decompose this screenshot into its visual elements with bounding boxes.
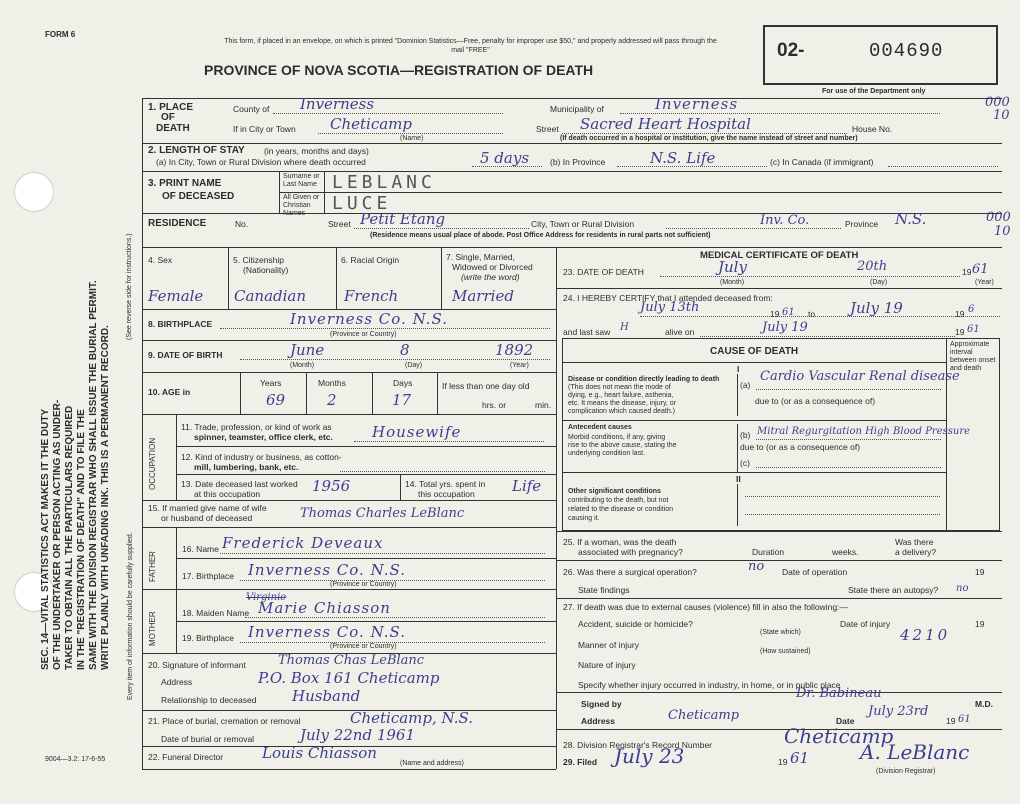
rule [142, 372, 556, 373]
death-year-value: 61 [972, 262, 989, 277]
municipality-value: Inverness [655, 95, 739, 113]
residence-province-label: Province [845, 219, 879, 229]
year-caption: (Year) [975, 279, 994, 286]
surname-label: Surname or Last Name [283, 173, 320, 188]
relationship-label: Relationship to deceased [161, 695, 257, 705]
stay-province-value: N.S. Life [650, 149, 716, 167]
residence-number-label: No. [235, 219, 249, 229]
accident-label: Accident, suicide or homicide? [578, 619, 693, 629]
print-name-label: 3. PRINT NAME [148, 178, 222, 189]
last-saw-label: and last saw [563, 327, 611, 337]
county-line [273, 113, 503, 114]
rule [142, 171, 1002, 172]
form-title: PROVINCE OF NOVA SCOTIA—REGISTRATION OF DEATH [204, 62, 594, 78]
physician-date-value: July 23rd [868, 704, 929, 719]
sex-value: Female [148, 287, 204, 305]
mother-maiden-value: Marie Chiasson [258, 599, 391, 617]
total-years-value: Life [512, 477, 542, 495]
department-code: 10 [994, 224, 1011, 239]
cause-b-marker: (b) [740, 430, 751, 440]
last-saw-value: H [620, 322, 629, 333]
residence-city-label: City, Town or Rural Division [531, 219, 635, 229]
hospital-note: (If death occurred in a hospital or institution, give the name instead of street and number) [560, 135, 858, 142]
physician-signature: Dr. Babineau [796, 686, 882, 701]
department-code: 10 [993, 108, 1010, 123]
marital-status-label: (write the word) [461, 272, 520, 282]
registration-number: 004690 [869, 40, 944, 62]
other-conditions-label: Other significant conditions [568, 488, 661, 495]
physician-date-label: Date [836, 716, 855, 726]
residence-city-value: Inv. Co. [760, 213, 810, 228]
nineteen-prefix: 19 [955, 309, 965, 319]
birth-month-value: June [290, 341, 325, 359]
department-code: 000 [986, 210, 1011, 225]
division-registrar-caption: (Division Registrar) [876, 768, 936, 775]
other-conditions-label: contributing to the death, but not [568, 497, 669, 504]
nineteen-prefix: 19 [975, 567, 985, 577]
nationality-label: (Nationality) [243, 265, 289, 275]
form-number: FORM 6 [45, 30, 76, 39]
rule [142, 500, 556, 501]
racial-origin-label: 6. Racial Origin [341, 255, 400, 265]
mother-maiden-label: 18. Maiden Name [182, 608, 250, 618]
injury-code-value: 4210 [900, 626, 951, 644]
place-of-death-label: 1. PLACE [148, 102, 194, 113]
rule [556, 692, 1002, 693]
province-country-caption: (Province or Country) [330, 331, 397, 338]
hours-caption: hrs. or [482, 400, 507, 410]
other-conditions-line [745, 496, 940, 497]
sex-label: 4. Sex [148, 255, 173, 265]
father-name-line [220, 553, 545, 554]
stay-canada-label: (c) In Canada (if immigrant) [770, 157, 874, 167]
weeks-label: weeks. [832, 547, 859, 557]
name-address-caption: (Name and address) [400, 760, 464, 767]
alive-on-label: alive on [665, 327, 695, 337]
rule [142, 527, 556, 528]
rule [556, 598, 1002, 599]
citizenship-label: 5. Citizenship [233, 255, 285, 265]
mother-maiden-line [245, 617, 545, 618]
birthplace-label: 8. BIRTHPLACE [148, 319, 213, 329]
part-two-label: II [736, 474, 741, 484]
stay-city-value: 5 days [480, 149, 530, 167]
mother-birthplace-label: 19. Birthplace [182, 633, 234, 643]
registration-prefix: 02- [777, 40, 805, 61]
filed-date-value: July 23 [614, 744, 685, 768]
rule [176, 621, 556, 622]
instructions-note: (See reverse side for instructions.) [126, 233, 133, 340]
birthplace-value: Inverness Co. N.S. [290, 310, 449, 328]
marital-status-label: Widowed or Divorced [452, 262, 533, 272]
autopsy-value: no [956, 583, 969, 594]
pregnancy-label: associated with pregnancy? [578, 547, 683, 557]
mother-birthplace-value: Inverness Co. N.S. [248, 623, 407, 641]
to-label: to [808, 309, 816, 319]
spouse-label: or husband of deceased [161, 513, 253, 523]
antecedent-label: underlying condition last. [568, 450, 646, 457]
column-divider [240, 372, 241, 414]
rule [176, 474, 556, 475]
antecedent-label: Morbid conditions, if any, giving [568, 434, 666, 441]
birth-day-value: 8 [400, 341, 410, 359]
cause-c-line [756, 467, 941, 468]
part-one-label: I [737, 364, 740, 374]
certify-to-year: 6 [968, 304, 975, 315]
marital-status-label: 7. Single, Married, [446, 252, 515, 262]
other-conditions-label: related to the disease or condition [568, 506, 674, 513]
date-of-birth-line [240, 359, 550, 360]
funeral-director-value: Louis Chiasson [262, 744, 377, 762]
column-divider [306, 372, 307, 414]
disease-label: complication which caused death.) [568, 408, 676, 415]
rule [556, 560, 1002, 561]
signed-by-label: Signed by [581, 699, 622, 709]
rule [176, 558, 556, 559]
date-of-death-line [660, 276, 960, 277]
father-label: FATHER [148, 551, 157, 582]
mother-name-struck: Virginie [246, 592, 287, 603]
less-than-day-label: If less than one day old [442, 381, 530, 391]
manner-label: Manner of injury [578, 640, 639, 650]
spouse-value: Thomas Charles LeBlanc [300, 506, 465, 521]
trade-value: Housewife [372, 423, 462, 441]
residence-label: RESIDENCE [148, 218, 207, 229]
burial-date-label: Date of burial or removal [161, 734, 255, 744]
month-caption: (Month) [720, 279, 745, 286]
alive-on-line [700, 336, 955, 337]
age-label: 10. AGE in [148, 387, 191, 397]
informant-signature: Thomas Chas LeBlanc [278, 653, 425, 668]
informant-label: 20. Signature of informant [148, 660, 246, 670]
nineteen-prefix: 19 [975, 619, 985, 629]
year-caption: (Year) [510, 362, 529, 369]
city-label: If in City or Town [233, 124, 296, 134]
registrar-signature: A. LeBlanc [860, 740, 970, 764]
funeral-director-label: 22. Funeral Director [148, 752, 224, 762]
age-years-value: 69 [266, 391, 286, 409]
given-names-label: All Given or Christian Names [283, 194, 320, 217]
pregnancy-label: 25. If a woman, was the death [563, 537, 677, 547]
name-divider [324, 171, 325, 213]
form-left-border [142, 98, 143, 770]
spouse-label: 15. If married give name of wife [148, 503, 267, 513]
delivery-label: Was there [895, 537, 934, 547]
certify-line [640, 316, 1000, 317]
cause-bracket [737, 484, 738, 526]
day-caption: (Day) [405, 362, 423, 369]
alive-on-value: July 19 [762, 320, 808, 335]
stay-city-label: (a) In City, Town or Rural Division where death occurred [156, 157, 366, 167]
disease-label: Disease or condition directly leading to death [568, 376, 720, 383]
rule [142, 414, 556, 415]
column-divider [437, 372, 438, 414]
industry-label: 12. Kind of industry or business, as cotton- [181, 452, 342, 462]
nature-label: Nature of injury [578, 660, 636, 670]
total-years-label: this occupation [418, 489, 475, 499]
nineteen-prefix: 19 [946, 716, 956, 726]
residence-city-line [666, 228, 841, 229]
department-use-note: For use of the Department only [822, 88, 926, 95]
name-caption: (Name) [400, 135, 424, 142]
occupation-label: OCCUPATION [148, 437, 157, 490]
cause-a-marker: (a) [740, 380, 751, 390]
house-number-label: House No. [852, 124, 893, 134]
length-units: (in years, months and days) [264, 146, 369, 156]
other-conditions-line [745, 514, 940, 515]
rule [142, 769, 556, 770]
physician-address-value: Cheticamp [668, 708, 740, 723]
interval-caption: Approximate interval between onset and death [950, 341, 996, 372]
certify-from-year: 61 [782, 307, 795, 318]
column-divider [441, 247, 442, 309]
md-label: M.D. [975, 699, 993, 709]
residence-note: (Residence means usual place of abode. Post Office Address for residents in rural parts not sufficient) [370, 232, 711, 239]
external-causes-label: 27. If death was due to external causes (violence) fill in also the following:— [563, 602, 848, 612]
nineteen-prefix: 19 [778, 757, 788, 767]
rule [556, 288, 1002, 289]
province-country-caption: (Province or Country) [330, 643, 397, 650]
column-divider [372, 372, 373, 414]
rule [142, 340, 556, 341]
citizenship-value: Canadian [234, 287, 307, 305]
disease-label: dying, e.g., heart failure, asthenia, [568, 392, 674, 399]
burial-place-label: 21. Place of burial, cremation or removal [148, 716, 301, 726]
age-days-value: 17 [392, 391, 412, 409]
date-last-worked-label: 13. Date deceased last worked [181, 479, 298, 489]
record-number-value: Cheticamp [784, 724, 894, 748]
delivery-label: a delivery? [895, 547, 937, 557]
alive-on-year: 61 [967, 324, 980, 335]
trade-label: 11. Trade, profession, or kind of work as [181, 422, 332, 432]
cause-bracket [737, 424, 738, 472]
specify-label: Specify whether injury occurred in industry, in home, or in public place [578, 680, 841, 690]
street-line [562, 133, 847, 134]
print-code: 9004—3.2: 17-6-55 [45, 756, 106, 763]
certify-to-value: July 19 [850, 299, 903, 317]
punch-hole [14, 172, 54, 212]
information-note: Every item of information should be carefully supplied. [127, 532, 134, 700]
city-value: Cheticamp [330, 115, 413, 133]
trade-label: spinner, teamster, office clerk, etc. [194, 432, 333, 442]
occupation-divider [176, 414, 177, 500]
trade-line [354, 441, 544, 442]
column-divider [336, 247, 337, 309]
stay-canada-line [888, 166, 998, 167]
record-number-label: 28. Division Registrar's Record Number [563, 740, 713, 750]
father-name-value: Frederick Deveaux [222, 534, 384, 552]
cause-a-line [756, 389, 941, 390]
rule [142, 213, 1002, 214]
cause-a-value: Cardio Vascular Renal disease [760, 369, 960, 384]
print-name-label: OF DECEASED [162, 191, 235, 202]
surgical-label: 26. Was there a surgical operation? [563, 567, 697, 577]
municipality-label: Municipality of [550, 104, 604, 114]
industry-label: mill, lumbering, bank, etc. [194, 462, 299, 472]
rule [142, 589, 556, 590]
findings-label: State findings [578, 585, 630, 595]
surgical-value: no [748, 559, 765, 574]
rule [562, 362, 946, 363]
duration-label: Duration [752, 547, 785, 557]
stay-province-label: (b) In Province [550, 157, 606, 167]
residence-street-label: Street [328, 219, 351, 229]
mother-label: MOTHER [148, 611, 157, 646]
date-operation-label: Date of operation [782, 567, 848, 577]
nineteen-prefix: 19 [770, 309, 780, 319]
registration-number-box [763, 25, 998, 85]
province-country-caption: (Province or Country) [330, 581, 397, 588]
how-sustained-caption: (How sustained) [760, 648, 811, 655]
county-label: County of [233, 104, 270, 114]
cause-b-value: Mitral Regurgitation High Blood Pressure [757, 426, 971, 437]
due-to-label: due to (or as a consequence of) [755, 396, 876, 406]
age-months-value: 2 [327, 391, 337, 409]
cause-bracket [737, 374, 738, 416]
other-conditions-label: causing it. [568, 515, 600, 522]
column-divider [228, 247, 229, 309]
rule [142, 143, 1002, 144]
antecedent-label: rise to the above cause, stating the [568, 442, 677, 449]
residence-province-value: N.S. [895, 210, 927, 228]
day-caption: (Day) [870, 279, 888, 286]
surname-value: LEBLANC [332, 172, 436, 193]
date-of-birth-label: 9. DATE OF BIRTH [148, 350, 223, 360]
filed-year-value: 61 [790, 749, 810, 767]
street-label: Street [536, 124, 559, 134]
relationship-value: Husband [292, 687, 361, 705]
father-birthplace-label: 17. Birthplace [182, 571, 234, 581]
racial-origin-value: French [344, 287, 399, 305]
date-of-death-label: 23. DATE OF DEATH [563, 267, 644, 277]
residence-street-line [354, 228, 529, 229]
county-value: Inverness [300, 95, 375, 113]
certify-from-value: July 13th [640, 300, 700, 315]
rule [562, 472, 946, 473]
death-day-value: 20th [857, 259, 888, 274]
antecedent-label: Antecedent causes [568, 424, 632, 431]
autopsy-label: State there an autopsy? [848, 585, 939, 595]
total-years-label: 14. Total yrs. spent in [405, 479, 486, 489]
minutes-caption: min. [535, 400, 552, 410]
certify-label: 24. I HEREBY CERTIFY that I attended deceased from: [563, 293, 773, 303]
burial-place-value: Cheticamp, N.S. [350, 709, 473, 727]
rule [142, 98, 1002, 99]
rule [176, 446, 556, 447]
birth-year-value: 1892 [495, 341, 534, 359]
physician-date-year: 61 [958, 714, 971, 725]
medical-certificate-title: MEDICAL CERTIFICATE OF DEATH [700, 250, 859, 261]
rule [556, 531, 1002, 532]
physician-address-label: Address [581, 716, 616, 726]
cause-of-death-title: CAUSE OF DEATH [710, 346, 799, 357]
residence-street-value: Petit Etang [360, 210, 446, 228]
municipality-line [620, 113, 940, 114]
state-which-caption: (State which) [760, 629, 801, 636]
rule [556, 729, 1002, 730]
death-month-value: July [718, 258, 747, 276]
city-line [318, 133, 503, 134]
mailing-note: This form, if placed in an envelope, on which is printed "Dominion Statistics—Free, penalty for improper use $50," and properly addressed will pass through the mail "FREE" [224, 38, 717, 54]
years-caption: Years [260, 378, 282, 388]
due-to-label: due to (or as a consequence of) [740, 442, 861, 452]
date-injury-label: Date of injury [840, 619, 891, 629]
marital-status-value: Married [452, 287, 514, 305]
month-caption: (Month) [290, 362, 315, 369]
street-value: Sacred Heart Hospital [580, 115, 751, 133]
column-divider [556, 247, 557, 769]
given-names-value: LUCE [332, 193, 392, 214]
rule [142, 247, 1002, 248]
column-divider [400, 474, 401, 500]
rule [562, 420, 946, 421]
death-registration-form: FORM 6 SEC. 14—VITAL STATISTICS ACT MAKES IT THE DUTY OF THE UNDERTAKER OR PERSON ACTING AS UNDER- TAKER TO OBTAIN ALL THE PARTICULARS REQUIRED IN THE "REGISTRATION OF DEATH" AND TO FILE THE SAME WITH THE DIVISION REGISTRAR WHO SHALL ISSUE THE BURIAL PERMIT. WRITE PLAINLY WITH UNFADING INK. THIS IS A PERMANENT RECORD. (See reverse side for instructions.) Every item of information should be carefully supplied. 9004—3.2: 17-6-55 This form, if placed in an envelope, on which is printed "Dominion Statistics—Free, penalty for improper use $50," and properly addressed will pass through the mail "FREE" PROVINCE OF NOVA SCOTIA—REGISTRATION OF DEATH 02- 004690 For use of the Department only 000 10 000 10 1. PLACE OF DEATH County of Inverness Municipality of Inverness If in City or Town Cheticamp (Name) Street Sacred Heart Hospital House No. (If death occurred in a hospital or institution, give the name instead of street and number) 2. LENGTH OF STAY (in years, months and days) (a) In City, Town or Rural Division where death occurred 5 days (b) In Province N.S. Life (c) In Canada (if immigrant) 3. PRINT NAME OF DECEASED Surname or Last Name All Given or Christian Names LEBLANC LUCE RESIDENCE No. Street Petit Etang City, Town or Rural Division Inv. Co. Province N.S. (Residence means usual place of abode. Post Office Address for residents in rural parts not sufficient) 4. Sex 5. Citizenship (Nationality) 6. Racial Origin 7. Single, Married, Widowed or Divorced (write the word) Female Canadian French Married 8. BIRTHPLACE Inverness Co. N.S. (Province or Country) 9. DATE OF BIRTH June 8 1892 (Month) (Day) (Year) 10. AGE in Years Months Days If less than one day old hrs. or min. 69 2 17 OCCUPATION 11. Trade, profession, or kind of work as spinner, teamster, office clerk, etc. Housewife 12. Kind of industry or business, as cotton- mill, lumbering, bank, etc. 13. Date deceased last worked at this occupation 1956 14. Total yrs. spent in this occupation Life 15. If married give name of wife or husband of deceased Thomas Charles LeBlanc FATHER 16. Name Frederick Deveaux 17. Birthplace Inverness Co. N.S. (Province or Country) MOTHER 18. Maiden Name Virginie Marie Chiasson 19. Birthplace Inverness Co. N.S. (Province or Country) 20. Signature of informant Thomas Chas LeBlanc Address P.O. Box 161 Cheticamp Relationship to deceased Husband 21. Place of burial, cremation or removal Cheticamp, N.S. Date of burial or removal July 22nd 1961 22. Funeral Director Louis Chiasson (Name and address) MEDICAL CERTIFICATE OF DEATH 23. DATE OF DEATH July 20th 19 61 (Month) (Day) (Year) 24. I HEREBY CERTIFY that I attended deceased from: July 13th 19 61 to July 19 19 6 and last saw H alive on July 19 19 61 CAUSE OF DEATH Approximate interval between onset and death I Disease or condition directly leading to death (This does not mean the mode of dying, e.g., heart failure, asthenia, etc. It means the disease, injury, or complication which caused death.) (a) Cardio Vascular Renal disease due to (or as a consequence of) Antecedent causes Morbid conditions, if any, giving rise to the above cause, stating the underlying condition last. (b) Mitral Regurgitation High Blood Pressure due to (or as a consequence of) (c) II Other significant conditions contributing to the death, but not related to the disease or condition causing it. 25. If a woman, was the death associated with pregnancy? Duration weeks. Was there a delivery? 26. Was there a surgical operation? no Date of operation 19 State findings State there an autopsy? no 27. If death was due to external causes (violence) fill in also the following:— Accident, suicide or homicide? (State which) Date of injury 19 4210 Manner of injury (How sustained) Nature of injury Specify whether injury occurred in industry, in home, or in public place Signed by Dr. Babineau M.D. Address Cheticamp Date July 23rd 19 61 28. Division Registrar's Record Number Cheticamp 29. Filed July 23 19 61 A. LeBlanc (Division Registrar) [0, 0, 1020, 804]
months-caption: Months [318, 378, 346, 388]
address-label: Address [161, 677, 193, 687]
nineteen-prefix: 19 [955, 327, 965, 337]
date-last-worked-label: at this occupation [194, 489, 261, 499]
days-caption: Days [393, 378, 413, 388]
length-of-stay-label: 2. LENGTH OF STAY [148, 145, 245, 156]
father-name-label: 16. Name [182, 544, 219, 554]
place-of-death-label: DEATH [156, 123, 190, 134]
father-birthplace-value: Inverness Co. N.S. [248, 561, 407, 579]
birthplace-line [220, 328, 550, 329]
department-code: 000 [985, 95, 1010, 110]
burial-date-value: July 22nd 1961 [300, 726, 416, 744]
place-of-death-label: OF [161, 112, 175, 123]
filed-label: 29. Filed [563, 757, 598, 767]
rule [142, 710, 556, 711]
cause-c-marker: (c) [740, 458, 750, 468]
disease-label: etc. It means the disease, injury, or [568, 400, 677, 407]
industry-line [340, 471, 545, 472]
informant-address-value: P.O. Box 161 Cheticamp [258, 669, 440, 687]
date-last-worked-value: 1956 [312, 477, 351, 495]
nineteen-prefix: 19 [962, 267, 972, 277]
disease-label: (This does not mean the mode of [568, 384, 671, 391]
